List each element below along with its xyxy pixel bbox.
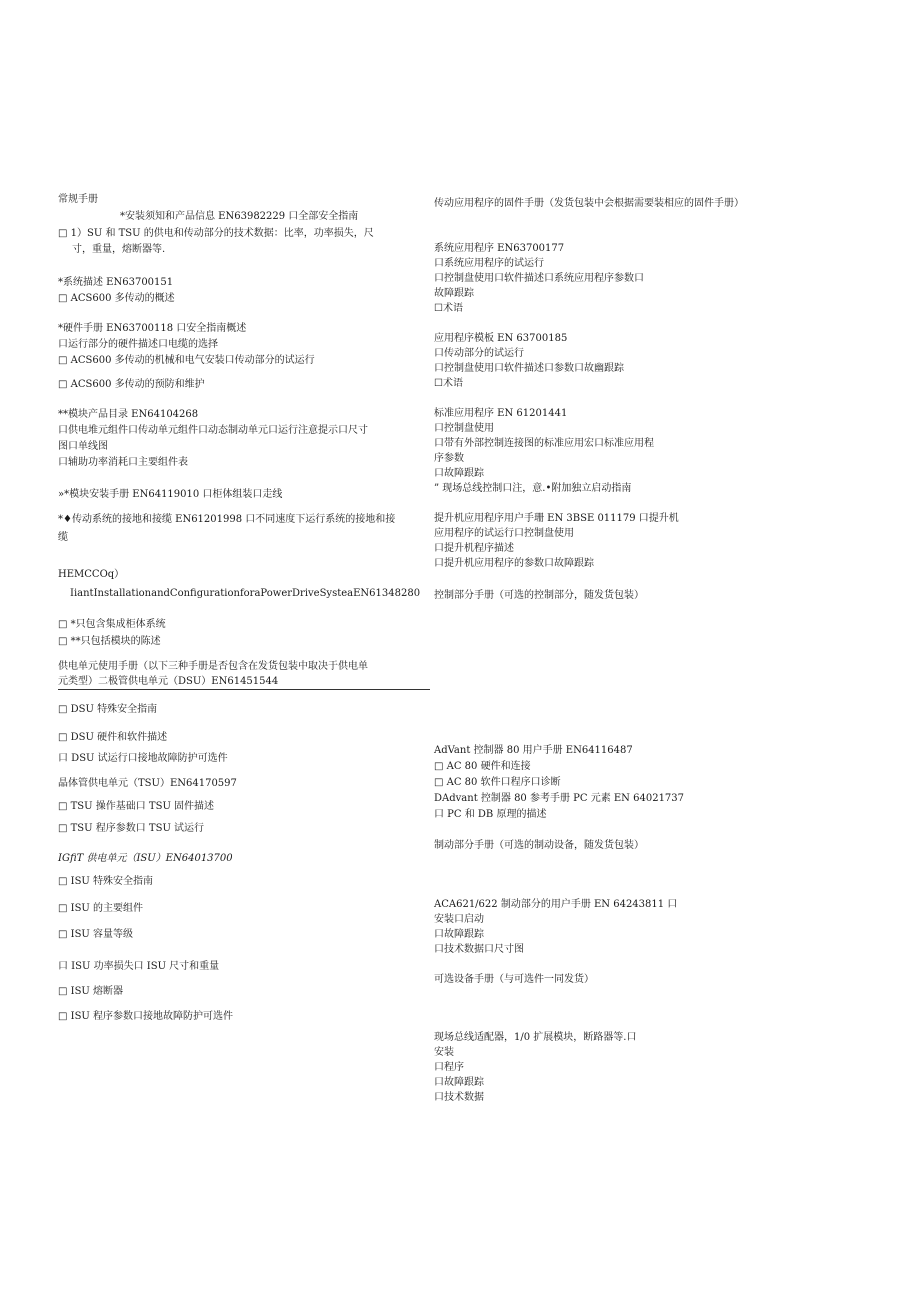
right-text-line: 口提升机程序描述 — [434, 543, 514, 554]
left-text-line: 口运行部分的硬件描述口电缆的选择 — [58, 339, 218, 350]
right-text-line: AdVant 控制器 80 用户手册 EN64116487 — [434, 745, 633, 756]
right-text-line: 口 PC 和 DB 原理的描述 — [434, 809, 547, 820]
left-text-line: □ TSU 程序参数口 TSU 试运行 — [58, 823, 205, 834]
left-text-line: □ ACS600 多传动的预防和维护 — [58, 379, 205, 390]
right-text-line: 口技术数据 — [434, 1092, 484, 1103]
right-text-line: 现场总线适配器，1/0 扩展模块，断路器等.口 — [434, 1032, 637, 1043]
right-text-line: 口系统应用程序的试运行 — [434, 258, 544, 269]
right-text-line: 口控制盘使用口软件描述口系统应用程序参数口 — [434, 273, 644, 284]
left-text-line: □ ACS600 多传动的机械和电气安装口传动部分的试运行 — [58, 355, 315, 366]
right-text-line: 应用程序的试运行口控制盘使用 — [434, 528, 574, 539]
left-text-line: 缆 — [58, 532, 68, 543]
right-text-line: 提升机应用程序用户手珊 EN 3BSE 011179 口提升机 — [434, 513, 679, 524]
right-text-line: 口控制盘使用口软件描述口参数口故幽跟踪 — [434, 363, 624, 374]
right-text-line: 安装 — [434, 1047, 454, 1058]
left-text-line: 供电单元使用手册（以下三种手册是否包含在发货包装中取决于供电单 — [58, 661, 368, 672]
right-text-line: ACA621/622 制动部分的用户手册 EN 64243811 口 — [434, 899, 678, 910]
left-text-line: □ ISU 熔断器 — [58, 986, 124, 997]
right-text-line: ☐术语 — [434, 303, 463, 314]
right-text-line: 安装口启动 — [434, 914, 484, 925]
right-text-line: 制动部分手册（可选的制动设备，随发货包装） — [434, 840, 644, 851]
left-text-line: □ DSU 硬件和软件描述 — [58, 732, 168, 743]
left-text-line: □ ISU 的主要组件 — [58, 903, 144, 914]
right-text-line: 口传动部分的试运行 — [434, 348, 524, 359]
left-text-line: □ TSU 操作基础口 TSU 固件描述 — [58, 801, 215, 812]
right-text-line: 序参数 — [434, 453, 464, 464]
right-text-line: 口故障跟踪 — [434, 929, 484, 940]
right-text-line: 口提升机应用程序的参数口故障跟踪 — [434, 558, 594, 569]
right-text-line: 可选设备手册（与可选件一同发货） — [434, 974, 594, 985]
right-text-line: 口带有外部控制连接图的标准应用宏口标准应用程 — [434, 438, 654, 449]
left-text-line: IiantInstallationandConfigurationforaPowerDriveSysteaEN61348280 — [70, 588, 421, 599]
left-text-line: 寸，重量，熔断器等. — [72, 244, 166, 255]
left-text-line: 图口单线图 — [58, 441, 108, 452]
right-text-line: DAdvant 控制器 80 参考手册 PC 元素 EN 64021737 — [434, 793, 685, 804]
left-text-line: 常规手册 — [58, 194, 98, 205]
left-text-line: 口供电堆元组件口传动单元组件口动态制动单元口运行注意提示口尺寸 — [58, 425, 368, 436]
right-text-line: 系统应用程序 EN63700177 — [434, 243, 565, 254]
left-text-line: □ ISU 特殊安全指南 — [58, 876, 154, 887]
right-text-line: 标准应用程序 EN 61201441 — [434, 408, 568, 419]
left-text-line: 口 ISU 功率损失口 ISU 尺寸和重量 — [58, 961, 220, 972]
right-column — [434, 192, 844, 1105]
right-text-line: ☐术语 — [434, 378, 463, 389]
left-text-line: HEMCCOq） — [58, 569, 125, 580]
right-text-line: 控制部分手册（可选的控制部分，随发货包装） — [434, 590, 644, 601]
left-text-line: □ DSU 特殊安全指南 — [58, 704, 158, 715]
right-text-line: 应用程序模板 EN 63700185 — [434, 333, 568, 344]
left-text-line: □ ACS600 多传动的概述 — [58, 293, 175, 304]
right-text-line: 口技术数据口尺寸图 — [434, 944, 524, 955]
right-text-line: ” 现场总线控制口注，意.•附加独立启动指南 — [434, 483, 632, 494]
left-text-line: *安装须知和产品信息 EN63982229 口全部安全指南 — [120, 211, 359, 222]
right-text-line: □ AC 80 硬件和连接 — [434, 761, 531, 772]
left-column — [58, 192, 430, 1024]
left-text-line: *系统描述 EN63700151 — [58, 277, 174, 288]
left-text-line: 口 DSU 试运行口接地故障防护可选件 — [58, 753, 228, 764]
right-text-line: 口故障跟踪 — [434, 1077, 484, 1088]
left-text-line: IGfiT 供电单元（ISU）EN64013700 — [58, 853, 233, 864]
right-text-line: 口故障跟踪 — [434, 468, 484, 479]
left-text-line: □ ISU 容量等级 — [58, 929, 134, 940]
left-text-line: 元类型）二极管供电单元（DSU）EN61451544 — [58, 674, 430, 690]
right-text-line: 口程序 — [434, 1062, 464, 1073]
left-text-line: □ 1）SU 和 TSU 的供电和传动部分的技术数据：比率，功率损失，尺 — [58, 228, 374, 239]
left-text-line: *♦传动系统的接地和接缆 EN61201998 口不同速度下运行系统的接地和接 — [58, 514, 396, 525]
right-text-line: 传动应用程序的固件手册（发货包装中会根据需要装相应的固件手册） — [434, 198, 744, 209]
right-text-line: 口控制盘使用 — [434, 423, 494, 434]
left-text-line: □ **只包括模块的陈述 — [58, 636, 161, 647]
left-text-line: »*模块安装手册 EN64119010 口柜体组装口走线 — [58, 489, 283, 500]
left-text-line: 口辅助功率消耗口主要组件表 — [58, 457, 188, 468]
left-text-line: □ ISU 程序参数口接地故障防护可选件 — [58, 1011, 234, 1022]
left-text-line: □ *只包含集成柜体系统 — [58, 619, 166, 630]
right-text-line: □ AC 80 软件口程序口诊断 — [434, 777, 561, 788]
left-text-line: 晶体管供电单元（TSU）EN64170597 — [58, 778, 237, 789]
left-text-line: **模块产品目录 EN64104268 — [58, 409, 199, 420]
right-text-line: 故障跟踪 — [434, 288, 474, 299]
left-text-line: *硬件手册 EN63700118 口安全指南概述 — [58, 323, 247, 334]
